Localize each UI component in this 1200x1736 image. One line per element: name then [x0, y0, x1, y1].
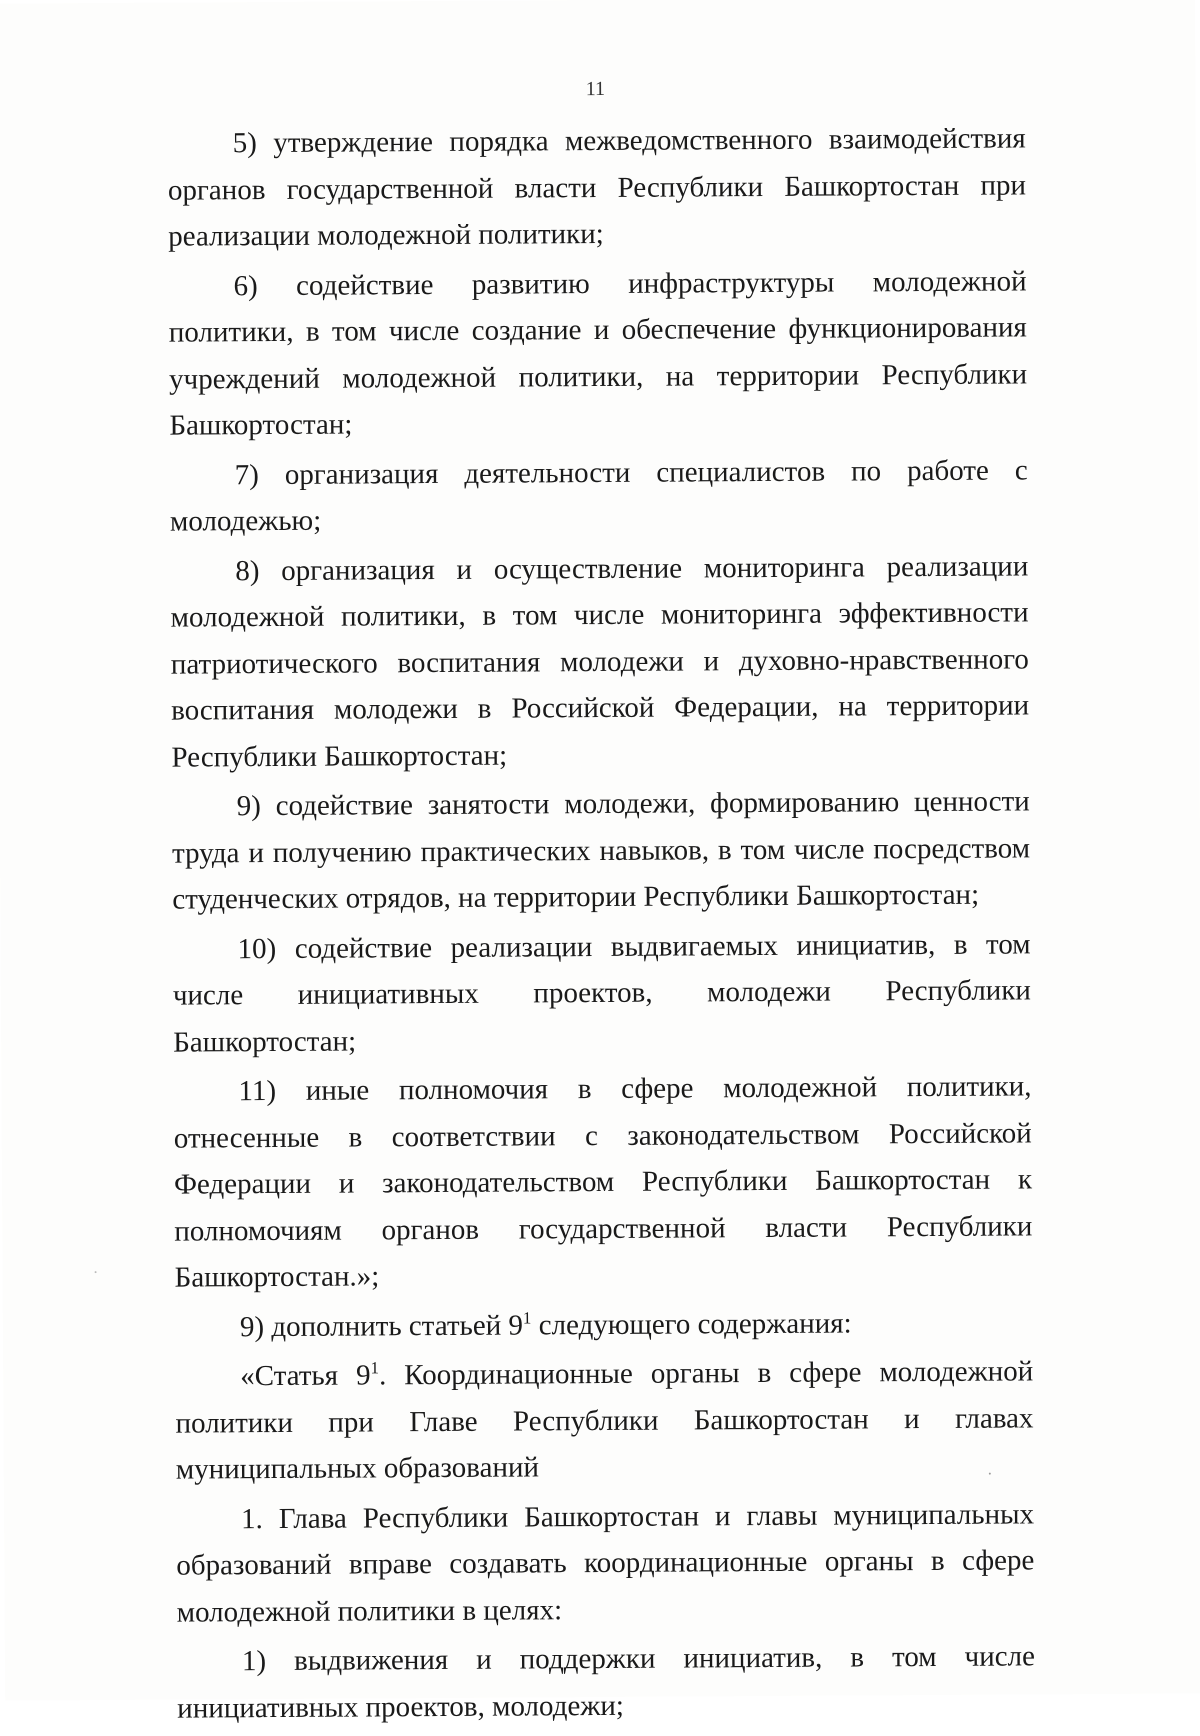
list-item: 7) организация деятельности специалистов по работе с молодежью; [169, 453, 1028, 538]
amendment-text-after: следующего содержания: [531, 1306, 852, 1341]
list-item: 6) содействие развитию инфраструктуры молодежной политики, в том числе создание и обеспечение функционирования учреждений молодежной политики, на территории Республики Башкортостан; [168, 264, 1028, 442]
list-item: 5) утверждение порядка межведомственного взаимодействия органов государственной власти Республики Башкортостан при реализации молодежной политики; [167, 122, 1027, 253]
list-item: 9) содействие занятости молодежи, формированию ценности труда и получению практических навыков, в том числе посредством студенческих отрядов, на территории Республики Башкортостан; [171, 785, 1031, 916]
clause-paragraph: 1. Глава Республики Башкортостан и главы муниципальных образований вправе создавать координационные органы в сфере молодежной политики в целях: [176, 1497, 1035, 1629]
amendment-text-before: 9) дополнить статьей 9 [239, 1308, 524, 1343]
amendment-paragraph [175, 1299, 1033, 1351]
list-item: 1) выдвижения и поддержки инициатив, в том числе инициативных проектов, молодежи; [177, 1640, 1036, 1725]
article-heading-after: . Координационные органы в сфере молодежной политики при Главе Республики Башкортостан и главах муниципальных образований [175, 1355, 1034, 1486]
article-heading [175, 1348, 1034, 1493]
list-item: 10) содействие реализации выдвигаемых инициатив, в том числе инициативных проектов, молодежи Республики Башкортостан; [172, 927, 1031, 1059]
document-body [168, 115, 1036, 1734]
list-item: 11) иные полномочия в сфере молодежной политики, отнесенные в соответствии с законодательством Российской Федерации и законодательством Республики Башкортостан к полномочиям органов государственной власти Республики Башкортостан.»; [173, 1070, 1033, 1294]
scan-speck [95, 1271, 97, 1273]
page-number: 11 [585, 77, 606, 101]
article-heading-before: «Статья 9 [240, 1359, 371, 1393]
article-superscript: 1 [370, 1358, 380, 1378]
scan-speck [989, 1473, 991, 1475]
list-item: 8) организация и осуществление мониторинга реализации молодежной политики, в том числе мониторинга эффективности патриотического воспитания молодежи и духовно-нравственного воспитания молодежи в Российской Федерации, на территории Республики Башкортостан; [170, 549, 1030, 774]
amendment-superscript: 1 [522, 1307, 532, 1327]
